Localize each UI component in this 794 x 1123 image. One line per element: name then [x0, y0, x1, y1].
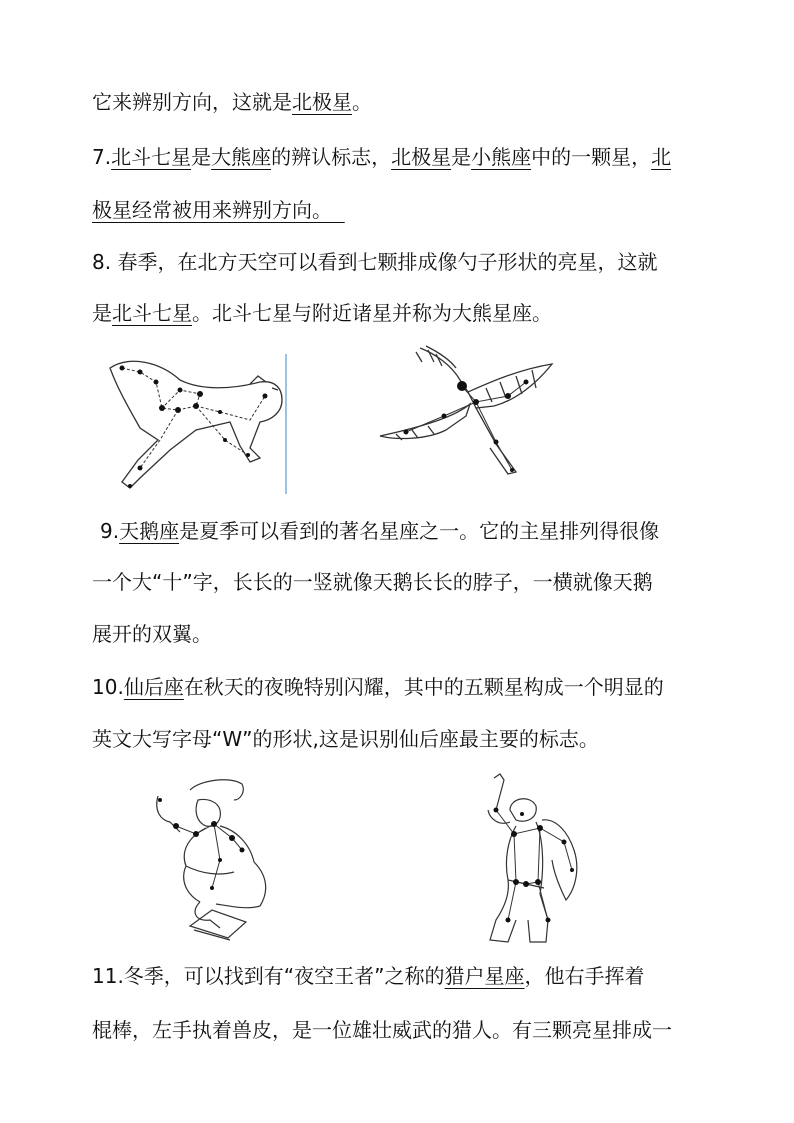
term-orion: 猎户星座 [444, 964, 525, 988]
text-line-5 [92, 299, 552, 327]
text: 的辨认标志， [271, 145, 392, 169]
text: 在秋天的夜晚特别闪耀，其中的五颗星构成一个明显的 [183, 675, 664, 699]
text-line-11 [92, 962, 645, 990]
text: 它来辨别方向，这就是 [92, 90, 292, 114]
text: 是 [191, 145, 212, 169]
cygnus-illustration [376, 344, 556, 480]
text-line-12 [92, 1016, 672, 1044]
text: 中的一颗星， [531, 145, 652, 169]
term-big-dipper: 北斗七星 [111, 145, 192, 169]
text: ，他右手挥着 [524, 964, 645, 988]
cassiopeia-illustration [150, 770, 280, 942]
text-line-6 [100, 517, 659, 545]
text-line-8 [92, 620, 212, 648]
answer-trailing-underline [332, 198, 345, 222]
term-polaris-start: 北 [651, 145, 672, 169]
item-number: 9. [100, 519, 120, 543]
answer-text: 极星经常被用来辨别方向。 [92, 198, 332, 222]
text: 是 [92, 301, 112, 325]
term-ursa-major: 大熊座 [211, 145, 272, 169]
text-line-3 [92, 196, 345, 224]
item-number: 10. [92, 675, 124, 699]
item-number: 7. [92, 145, 112, 169]
ursa-major-illustration [100, 350, 290, 498]
text: 是夏季可以看到的著名星座之一。它的主星排列得很像 [179, 519, 660, 543]
text: 8. 春季，在北方天空可以看到七颗排成像勺子形状的亮星，这就 [92, 250, 658, 274]
cassiopeia-figure [150, 770, 280, 942]
orion-illustration [460, 770, 584, 946]
text-line-10 [92, 725, 599, 753]
orion-figure [460, 770, 584, 946]
cygnus-figure [376, 344, 556, 480]
text-line-7 [92, 568, 653, 596]
text: 棍棒，左手执着兽皮，是一位雄壮威武的猎人。有三颗亮星排成一 [92, 1018, 672, 1042]
text-line-1 [92, 88, 372, 116]
term-cygnus: 天鹅座 [119, 519, 180, 543]
term-polaris: 北极星 [292, 90, 352, 114]
ursa-major-figure [100, 350, 290, 498]
text: 。北斗七星与附近诸星并称为大熊星座。 [192, 301, 552, 325]
figure-divider [285, 354, 287, 494]
term-ursa-minor: 小熊座 [471, 145, 532, 169]
text-line-4 [92, 248, 657, 276]
text: 是 [451, 145, 472, 169]
text: 11.冬季，可以找到有“夜空王者”之称的 [92, 964, 445, 988]
term-cassiopeia: 仙后座 [123, 675, 184, 699]
text-line-2 [92, 143, 671, 171]
text: 展开的双翼。 [92, 622, 212, 646]
text: 英文大写字母“W”的形状,这是识别仙后座最主要的标志。 [92, 727, 599, 751]
text-line-9 [92, 673, 664, 701]
text: 一个大“十”字，长长的一竖就像天鹅长长的脖子，一横就像天鹅 [92, 570, 653, 594]
text: 。 [352, 90, 372, 114]
term-polaris: 北极星 [391, 145, 452, 169]
term-big-dipper: 北斗七星 [112, 301, 192, 325]
